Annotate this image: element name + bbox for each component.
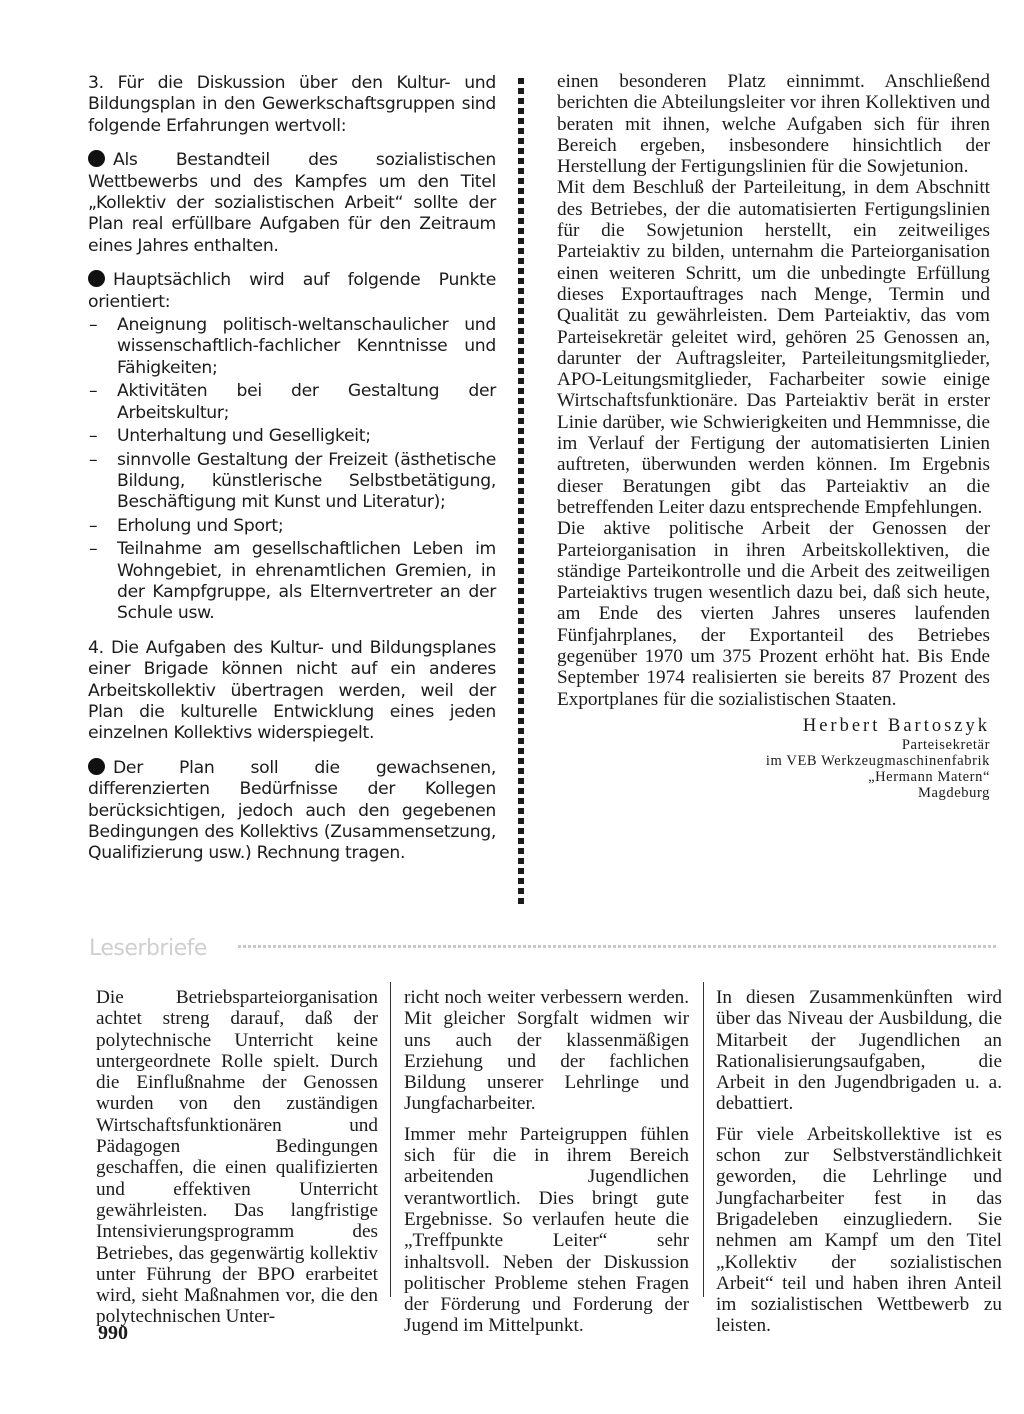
letters-column-1 (96, 987, 378, 1328)
letters-column-3 (716, 987, 1002, 1337)
letter-paragraph: In diesen Zusammenkünften wird über das Niveau der Ausbildung, die Mitarbeit der Jugendlichen an Rationalisierungsaufgaben, die Arbeit in den Jugendbrigaden u. a. debattiert. (716, 987, 1002, 1115)
column-divider (518, 78, 524, 908)
bullet-paragraph-2 (88, 270, 496, 313)
author-signature (557, 716, 990, 801)
bullet-text-2: Hauptsächlich wird auf folgende Punkte orientiert: (88, 270, 496, 312)
list-item: – Aneignung politisch-weltanschaulicher und wissenschaftlich-fachlicher Kenntnisse und Fähigkeiten; (88, 315, 496, 379)
bullet-text-1: Als Bestandteil des sozialistischen Wettbewerbs und des Kampfes um den Titel „Kollektiv der sozialistischen Arbeit“ sollte der Plan real erfüllbare Aufgaben für den Zeitraum eines Jahres enthalten. (88, 150, 496, 256)
author-company: im VEB Werkzeugmaschinenfabrik (765, 753, 990, 770)
list-item: – sinnvolle Gestaltung der Freizeit (ästhetische Bildung, künstlerische Selbstbetätigung, Beschäftigung mit Kunst und Literatur); (88, 450, 496, 514)
author-factory: „Hermann Matern“ (868, 769, 990, 786)
orientation-list (88, 315, 496, 625)
right-column (557, 71, 990, 801)
letter-paragraph: Die Betriebsparteiorganisation achtet streng darauf, daß der polytechnische Unterricht keine untergeordnete Rolle spielt. Durch die Einflußnahme der Genossen wurden von den zuständigen Wirtschaftsfunktionären und Pädagogen Bedingungen geschaffen, die einen qualifizierten und effektiven Unterricht gewährleisten. Das langfristige Intensivierungsprogramm des Betriebes, das gegenwärtig kollektiv unter Führung der BPO erarbeitet wird, sieht Maßnahmen vor, die den polytechnischen Unter- (96, 987, 378, 1328)
letters-column-2 (404, 987, 689, 1337)
letter-paragraph: Für viele Arbeitskollektive ist es schon zur Selbstverständlichkeit geworden, die Lehrlinge und Jungfacharbeiter fest in das Brigadeleben einzugliedern. Sie nehmen am Kampf um den Titel „Kollektiv der sozialistischen Arbeit“ teil und haben ihren Anteil im sozialistischen Wettbewerb zu leisten. (716, 1123, 1002, 1337)
list-item: – Erholung und Sport; (88, 516, 496, 537)
page-number: 990 (98, 1322, 128, 1344)
article-paragraph-2: Mit dem Beschluß der Parteileitung, in dem Abschnitt des Betriebes, der die automatisierten Fertigungslinien für die Sowjetunion herstellt, ein zeitweiliges Parteiaktiv zu bilden, unternahm die Parteiorganisation einen weiteren Schritt, um die unbedingte Erfüllung dieses Exportauftrages nach Menge, Termin und Qualität zu gewährleisten. Dem Parteiaktiv, das vom Parteisekretär geleitet wird, gehören 25 Genossen an, darunter der Auftragsleiter, Parteileitungsmitglieder, APO-Leitungsmitglieder, Facharbeiter sowie einige Wirtschaftsfunktionäre. Das Parteiaktiv berät in erster Linie darüber, wie Schwierigkeiten und Hemmnisse, die im Verlauf der Fertigung der automatisierten Linien auftreten, überwunden werden können. Im Ergebnis dieser Beratungen gibt das Parteiaktiv an die betreffenden Leiter dazu entsprechende Empfehlungen. (557, 177, 990, 518)
bullet-icon (88, 150, 105, 167)
left-column (88, 73, 496, 865)
point-4: 4. Die Aufgaben des Kultur- und Bildungsplanes einer Brigade können nicht auf ein anderes Arbeitskollektiv übertragen werden, weil der Plan die kulturelle Entwicklung eines jeden einzelnen Kollektivs widerspiegelt. (88, 637, 496, 744)
point-3-intro: 3. Für die Diskussion über den Kultur- und Bildungsplan in den Gewerkschaftsgruppen sind folgende Erfahrungen wertvoll: (88, 73, 496, 136)
bullet-paragraph-1 (88, 150, 496, 257)
bullet-icon (88, 758, 105, 775)
author-name: Herbert Bartoszyk (802, 715, 990, 736)
column-rule (703, 982, 704, 1297)
letter-paragraph: Immer mehr Parteigruppen fühlen sich für die in ihrem Bereich arbeitenden Jugendlichen verantwortlich. Dies bringt gute Ergebnisse. So verlaufen heute die „Treffpunkte Leiter“ sehr inhaltsvoll. Neben der Diskussion politischer Probleme stehen Fragen der Förderung und Forderung der Jugend im Mittelpunkt. (404, 1123, 689, 1337)
column-rule (390, 982, 391, 1297)
list-item: – Teilnahme am gesellschaftlichen Leben im Wohngebiet, in ehrenamtlichen Gremien, in der Kampfgruppe, als Elternvertreter an der Schule usw. (88, 539, 496, 625)
list-item: – Unterhaltung und Geselligkeit; (88, 426, 496, 447)
author-city: Magdeburg (918, 785, 990, 802)
bullet-icon (88, 270, 105, 287)
author-role: Parteisekretär (901, 737, 990, 754)
list-item: – Aktivitäten bei der Gestaltung der Arbeitskultur; (88, 381, 496, 424)
heading-rule (238, 945, 996, 948)
article-paragraph-3: Die aktive politische Arbeit der Genossen der Parteiorganisation in ihren Arbeitskollektiven, die ständige Parteikontrolle und die Arbeit des zeitweiligen Parteiaktivs trugen wesentlich dazu bei, daß sich heute, am Ende des vierten Jahres unseres laufenden Fünfjahrplanes, der Exportanteil des Betriebes gegenüber 1970 um 375 Prozent erhöht hat. Bis Ende September 1974 realisierten sie bereits 87 Prozent des Exportplanes für die sozialistischen Staaten. (557, 518, 990, 710)
letter-paragraph: richt noch weiter verbessern werden. Mit gleicher Sorgfalt widmen wir uns auch der klassenmäßigen Erziehung und der fachlichen Bildung unserer Lehrlinge und Jungfacharbeiter. (404, 987, 689, 1115)
section-heading: Leserbriefe (89, 936, 207, 961)
bullet-paragraph-3 (88, 758, 496, 865)
bullet-text-3: Der Plan soll die gewachsenen, differenzierten Bedürfnisse der Kollegen berücksichtigen, jedoch auch den gegebenen Bedingungen des Kollektivs (Zusammensetzung, Qualifizierung usw.) Rechnung tragen. (88, 757, 496, 864)
article-paragraph-1: einen besonderen Platz einnimmt. Anschließend berichten die Abteilungsleiter vor ihren Kollektiven und beraten mit ihnen, welche Aufgaben sich für ihren Bereich ergeben, insbesondere hinsichtlich der Herstellung der Fertigungslinien für die Sowjetunion. (557, 71, 990, 178)
